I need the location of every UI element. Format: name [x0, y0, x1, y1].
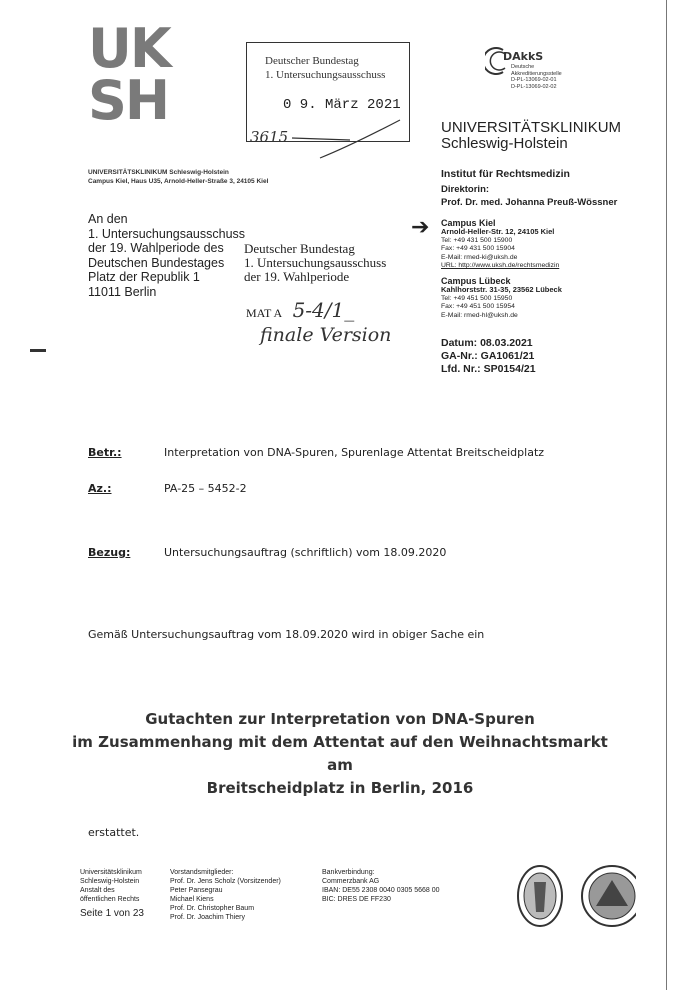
sender-line: [88, 168, 268, 186]
dakks-details: [511, 64, 601, 90]
director-label: Direktorin:: [441, 184, 490, 195]
stamp-line-1: Deutscher Bundestag: [265, 55, 359, 67]
address-line: 1. Untersuchungsausschuss: [88, 226, 246, 241]
institute-block: [441, 168, 617, 209]
footer-line: IBAN: DE55 2308 0040 0305 5668 00: [322, 887, 440, 894]
footer-line: BIC: DRES DE FF230: [322, 896, 391, 903]
footer-line: Universitätsklinikum: [80, 869, 142, 876]
footer-line: Schleswig-Holstein: [80, 878, 140, 885]
az-label: Az.:: [88, 482, 112, 495]
title-line-3: Breitscheidplatz in Berlin, 2016: [206, 779, 474, 797]
margin-mark: [30, 349, 46, 352]
mat-prefix: MAT A: [246, 306, 283, 320]
pen-stroke: [290, 118, 410, 166]
logo-line-2: SH: [88, 69, 169, 132]
footer-institution: [80, 868, 144, 918]
campus-kiel-tel: Tel: +49 431 500 15900: [441, 236, 513, 244]
dakks-line-4: D-PL-13069-02-02: [511, 83, 557, 90]
footer-bank: [322, 868, 440, 904]
sender-line-2: Campus Kiel, Haus U35, Arnold-Heller-Straße 3, 24105 Kiel: [88, 178, 269, 185]
bundestag-stamp-line-2: 1. Untersuchungsausschuss: [244, 255, 387, 270]
campus-kiel-url[interactable]: URL: http://www.uksh.de/rechtsmedizin: [441, 262, 560, 270]
dakks-name: DAkkS: [503, 50, 544, 63]
hospital-line-2: Schleswig-Holstein: [441, 135, 568, 152]
page-number: Seite 1 von 23: [80, 908, 144, 919]
dakks-line-1: Deutsche: [511, 64, 535, 70]
betr-label: Betr.:: [88, 446, 122, 459]
mat-handwritten-note: finale Version: [260, 324, 392, 346]
uksh-logo: [88, 17, 170, 132]
bezug-label: Bezug:: [88, 546, 131, 559]
footer-board: [170, 868, 281, 922]
stamp-line-2: 1. Untersuchungsausschuss: [265, 69, 386, 81]
sender-line-1: UNIVERSITÄTSKLINIKUM Schleswig-Holstein: [88, 169, 229, 176]
bundestag-stamp-line-1: Deutscher Bundestag: [244, 241, 355, 256]
document-title: [70, 708, 610, 800]
dakks-line-2: Akkreditierungsstelle: [511, 70, 562, 77]
mat-handwritten-number: 5-4/1_: [292, 298, 355, 322]
meta-lfd-number: Lfd. Nr.: SP0154/21: [441, 363, 536, 375]
campus-kiel-heading: Campus Kiel: [441, 218, 496, 228]
stamp-date: 0 9. März 2021: [283, 97, 401, 113]
intro-text: Gemäß Untersuchungsauftrag vom 18.09.2020 wird in obiger Sache ein: [88, 628, 485, 641]
campus-luebeck-tel: Tel: +49 451 500 15950: [441, 294, 513, 302]
logo-line-1: UK: [88, 17, 170, 80]
institute-name: Institut für Rechtsmedizin: [441, 168, 570, 180]
handwritten-number: 3615: [250, 128, 289, 146]
footer-line: Anstalt des: [80, 887, 115, 894]
footer-line: Vorstandsmitglieder:: [170, 869, 234, 876]
footer-line: Commerzbank AG: [322, 878, 380, 885]
director-name: Prof. Dr. med. Johanna Preuß-Wössner: [441, 197, 618, 208]
hospital-name: [441, 120, 621, 152]
title-line-1: Gutachten zur Interpretation von DNA-Spuren: [145, 710, 535, 728]
campus-kiel-email: E-Mail: rmed-ki@uksh.de: [441, 253, 518, 261]
document-meta: [441, 337, 536, 376]
footer-line: Bankverbindung:: [322, 869, 375, 876]
seals: [516, 862, 636, 937]
arrow-right-icon: ➔: [411, 214, 430, 239]
footer-line: Michael Kiens: [170, 896, 214, 903]
address-line: 11011 Berlin: [88, 284, 157, 299]
footer-line: Prof. Dr. Joachim Thiery: [170, 914, 245, 921]
bezug-value: Untersuchungsauftrag (schriftlich) vom 18.09.2020: [164, 546, 447, 559]
erstattet-text: erstattet.: [88, 826, 140, 839]
title-line-2: im Zusammenhang mit dem Attentat auf den Weihnachtsmarkt am: [72, 733, 608, 774]
mat-reference: [246, 298, 391, 346]
az-value: PA-25 – 5452-2: [164, 482, 247, 495]
bundestag-stamp: [244, 242, 386, 284]
address-line: An den: [88, 212, 128, 226]
university-seal-icons: [516, 862, 636, 932]
campus-kiel-address: Arnold-Heller-Str. 12, 24105 Kiel: [441, 227, 555, 236]
betr-value: Interpretation von DNA-Spuren, Spurenlage Attentat Breitscheidplatz: [164, 446, 545, 459]
meta-date: Datum: 08.03.2021: [441, 337, 533, 349]
recipient-address: [88, 212, 245, 299]
meta-ga-number: GA-Nr.: GA1061/21: [441, 350, 535, 362]
campus-kiel-fax: Fax: +49 431 500 15904: [441, 245, 515, 253]
campus-luebeck-address: Kahlhorststr. 31-35, 23562 Lübeck: [441, 284, 562, 294]
campus-luebeck-fax: Fax: +49 451 500 15954: [441, 303, 515, 311]
address-line: Platz der Republik 1: [88, 270, 200, 284]
campus-luebeck-email: E-Mail: rmed-hl@uksh.de: [441, 311, 518, 319]
campus-block: [441, 218, 562, 320]
footer-line: Peter Pansegrau: [170, 887, 223, 894]
address-line: Deutschen Bundestages: [88, 255, 225, 270]
campus-luebeck-heading: Campus Lübeck: [441, 275, 511, 286]
address-line: der 19. Wahlperiode des: [88, 241, 224, 255]
footer-line: öffentlichen Rechts: [80, 896, 140, 903]
footer-line: Prof. Dr. Christopher Baum: [170, 905, 255, 912]
hospital-line-1: UNIVERSITÄTSKLINIKUM: [441, 119, 622, 136]
scan-edge-line: [666, 0, 667, 990]
bundestag-stamp-line-3: der 19. Wahlperiode: [244, 269, 350, 284]
footer-line: Prof. Dr. Jens Scholz (Vorsitzender): [170, 878, 281, 885]
dakks-line-3: D-PL-13069-02-01: [511, 77, 557, 83]
